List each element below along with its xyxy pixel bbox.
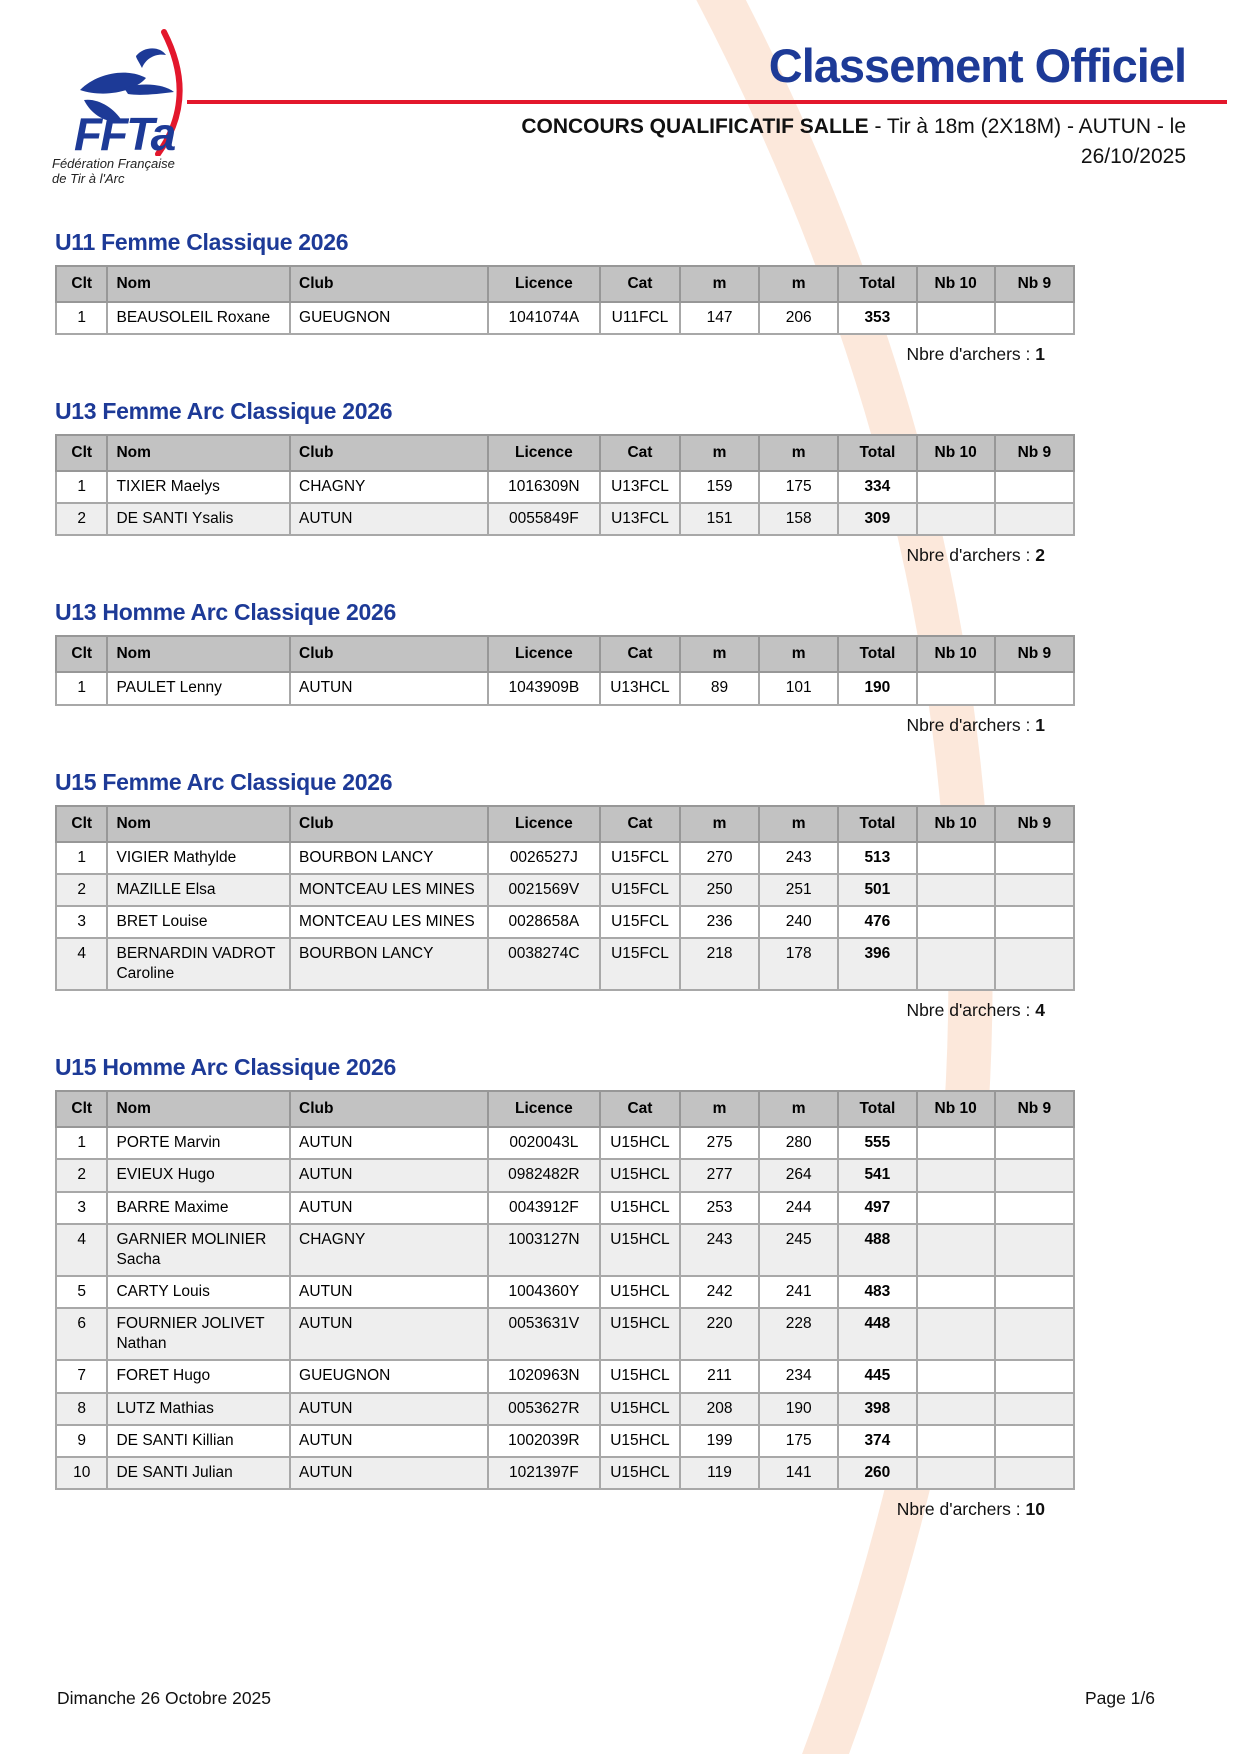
column-header: m [759, 806, 838, 842]
cell: 0021569V [488, 874, 600, 906]
cell [917, 1276, 995, 1308]
cell: 141 [759, 1457, 838, 1489]
column-header: Total [838, 1091, 916, 1127]
cell: AUTUN [290, 1425, 488, 1457]
cell: 242 [680, 1276, 759, 1308]
cell: DE SANTI Killian [107, 1425, 290, 1457]
cell: U15HCL [600, 1159, 680, 1191]
cell: 445 [838, 1360, 916, 1392]
cell: 448 [838, 1308, 916, 1360]
cell: U11FCL [600, 302, 680, 334]
cell: 1 [56, 471, 107, 503]
column-header: m [680, 1091, 759, 1127]
results-table [55, 805, 1075, 992]
column-header: Cat [600, 806, 680, 842]
table-row [56, 1192, 1074, 1224]
section-title: U15 Femme Arc Classique 2026 [55, 768, 393, 795]
archer-count-value: 1 [1035, 714, 1045, 735]
cell: U13FCL [600, 503, 680, 535]
cell: 0053627R [488, 1393, 600, 1425]
cell [995, 1360, 1074, 1392]
column-header: Total [838, 435, 916, 471]
cell [995, 938, 1074, 990]
cell: 1 [56, 842, 107, 874]
column-header: Nb 9 [995, 636, 1074, 672]
section-u15-femme [55, 769, 1075, 1022]
cell: CARTY Louis [107, 1276, 290, 1308]
cell [917, 1159, 995, 1191]
cell: PORTE Marvin [107, 1127, 290, 1159]
cell: U13FCL [600, 471, 680, 503]
cell [917, 302, 995, 334]
footer-page-number: Page 1/6 [1084, 1688, 1155, 1708]
cell: 253 [680, 1192, 759, 1224]
cell: 1 [56, 672, 107, 704]
table-row [56, 672, 1074, 704]
cell [917, 471, 995, 503]
cell: 101 [759, 672, 838, 704]
cell: 7 [56, 1360, 107, 1392]
cell: 1041074A [488, 302, 600, 334]
cell: 240 [759, 906, 838, 938]
ffta-logo [52, 28, 212, 187]
column-header: Nb 9 [995, 806, 1074, 842]
column-header: Cat [600, 435, 680, 471]
table-row [56, 1276, 1074, 1308]
cell: 218 [680, 938, 759, 990]
table-row [56, 1127, 1074, 1159]
cell [917, 1224, 995, 1276]
column-header: Nb 9 [995, 435, 1074, 471]
table-row [56, 1425, 1074, 1457]
svg-text:FFTa: FFTa [74, 108, 175, 156]
cell: 476 [838, 906, 916, 938]
cell: 513 [838, 842, 916, 874]
cell: 244 [759, 1192, 838, 1224]
cell: 1021397F [488, 1457, 600, 1489]
cell [995, 1393, 1074, 1425]
cell: 3 [56, 906, 107, 938]
cell: U15HCL [600, 1308, 680, 1360]
column-header: Nb 10 [917, 435, 995, 471]
cell: 0038274C [488, 938, 600, 990]
cell: EVIEUX Hugo [107, 1159, 290, 1191]
cell: AUTUN [290, 1393, 488, 1425]
column-header: Nb 9 [995, 266, 1074, 302]
column-header: Clt [56, 636, 107, 672]
cell [917, 906, 995, 938]
cell: U15HCL [600, 1393, 680, 1425]
table-row [56, 1393, 1074, 1425]
event-details: - Tir à 18m (2X18M) - AUTUN - le [868, 115, 1186, 138]
archer-count-label: Nbre d'archers : [896, 1498, 1021, 1519]
column-header: Cat [600, 266, 680, 302]
cell: 0028658A [488, 906, 600, 938]
cell: 488 [838, 1224, 916, 1276]
cell: U15HCL [600, 1457, 680, 1489]
table-row [56, 874, 1074, 906]
cell: 158 [759, 503, 838, 535]
cell: CHAGNY [290, 1224, 488, 1276]
cell: 175 [759, 471, 838, 503]
column-header: Total [838, 806, 916, 842]
cell [917, 1192, 995, 1224]
event-name: CONCOURS QUALIFICATIF SALLE [521, 115, 869, 138]
cell [995, 1159, 1074, 1191]
section-title: U13 Homme Arc Classique 2026 [55, 599, 397, 626]
cell [995, 906, 1074, 938]
column-header: Total [838, 266, 916, 302]
cell: 541 [838, 1159, 916, 1191]
cell: AUTUN [290, 1308, 488, 1360]
cell: 178 [759, 938, 838, 990]
cell: 0026527J [488, 842, 600, 874]
cell: AUTUN [290, 1127, 488, 1159]
cell: U13HCL [600, 672, 680, 704]
cell [917, 1425, 995, 1457]
cell: 309 [838, 503, 916, 535]
cell: 243 [759, 842, 838, 874]
event-subtitle [426, 112, 1186, 173]
cell [995, 1457, 1074, 1489]
section-u13-femme [55, 398, 1075, 566]
cell [917, 503, 995, 535]
cell: 10 [56, 1457, 107, 1489]
archer-count-label: Nbre d'archers : [906, 714, 1031, 735]
cell [995, 1224, 1074, 1276]
cell [917, 1360, 995, 1392]
column-header: m [759, 266, 838, 302]
cell: 8 [56, 1393, 107, 1425]
column-header: Licence [488, 806, 600, 842]
cell: 2 [56, 874, 107, 906]
table-row [56, 1457, 1074, 1489]
column-header: Club [290, 636, 488, 672]
cell: U15HCL [600, 1127, 680, 1159]
cell [995, 842, 1074, 874]
cell: FOURNIER JOLIVET Nathan [107, 1308, 290, 1360]
cell: 555 [838, 1127, 916, 1159]
column-header: Licence [488, 636, 600, 672]
column-header: m [680, 266, 759, 302]
cell: TIXIER Maelys [107, 471, 290, 503]
results-content [0, 229, 1075, 1520]
column-header: Licence [488, 1091, 600, 1127]
cell: 9 [56, 1425, 107, 1457]
column-header: m [680, 806, 759, 842]
cell: 1 [56, 1127, 107, 1159]
cell: FORET Hugo [107, 1360, 290, 1392]
logo-org-name [52, 157, 212, 187]
cell [995, 1276, 1074, 1308]
column-header: Total [838, 636, 916, 672]
cell: VIGIER Mathylde [107, 842, 290, 874]
column-header: Nom [107, 435, 290, 471]
cell: 1020963N [488, 1360, 600, 1392]
cell: AUTUN [290, 672, 488, 704]
section-u15-homme [55, 1054, 1075, 1520]
results-table [55, 265, 1075, 335]
column-header: Clt [56, 266, 107, 302]
table-row [56, 1308, 1074, 1360]
column-header: Nom [107, 266, 290, 302]
cell: 497 [838, 1192, 916, 1224]
cell: 4 [56, 1224, 107, 1276]
column-header: Licence [488, 435, 600, 471]
cell: 275 [680, 1127, 759, 1159]
column-header: Nb 10 [917, 266, 995, 302]
cell: AUTUN [290, 1192, 488, 1224]
cell: 396 [838, 938, 916, 990]
column-header: Cat [600, 1091, 680, 1127]
results-table [55, 635, 1075, 705]
cell: U15HCL [600, 1276, 680, 1308]
cell: 1043909B [488, 672, 600, 704]
cell: MAZILLE Elsa [107, 874, 290, 906]
archer-count-line [55, 715, 1045, 736]
column-header: Nb 10 [917, 806, 995, 842]
cell: 3 [56, 1192, 107, 1224]
cell: 220 [680, 1308, 759, 1360]
archer-count-line [55, 1000, 1045, 1021]
cell: U15FCL [600, 842, 680, 874]
column-header: Cat [600, 636, 680, 672]
cell [995, 874, 1074, 906]
column-header: Licence [488, 266, 600, 302]
cell: U15HCL [600, 1192, 680, 1224]
document-title: Classement Officiel [768, 39, 1186, 92]
table-row [56, 842, 1074, 874]
cell: 270 [680, 842, 759, 874]
cell: U15FCL [600, 938, 680, 990]
cell: CHAGNY [290, 471, 488, 503]
page-footer [57, 1688, 1155, 1709]
archer-count-line [55, 545, 1045, 566]
column-header: Clt [56, 435, 107, 471]
table-row [56, 906, 1074, 938]
table-row [56, 1360, 1074, 1392]
column-header: Nom [107, 806, 290, 842]
cell: 374 [838, 1425, 916, 1457]
cell: U15FCL [600, 874, 680, 906]
cell [995, 1425, 1074, 1457]
cell: 0043912F [488, 1192, 600, 1224]
cell: 159 [680, 471, 759, 503]
results-table [55, 1090, 1075, 1490]
cell: BERNARDIN VADROT Caroline [107, 938, 290, 990]
cell: AUTUN [290, 1159, 488, 1191]
cell: 245 [759, 1224, 838, 1276]
archer-count-value: 10 [1025, 1498, 1045, 1519]
archer-count-value: 1 [1035, 344, 1045, 365]
cell: GARNIER MOLINIER Sacha [107, 1224, 290, 1276]
cell: 190 [838, 672, 916, 704]
column-header: Nb 10 [917, 636, 995, 672]
cell: 119 [680, 1457, 759, 1489]
cell: DE SANTI Julian [107, 1457, 290, 1489]
table-row [56, 938, 1074, 990]
archer-count-label: Nbre d'archers : [906, 1000, 1031, 1021]
cell: 175 [759, 1425, 838, 1457]
ffta-logo-graphic [52, 28, 212, 156]
cell: U15HCL [600, 1360, 680, 1392]
cell: AUTUN [290, 1276, 488, 1308]
cell: 1 [56, 302, 107, 334]
cell: 228 [759, 1308, 838, 1360]
cell: 2 [56, 1159, 107, 1191]
cell: 236 [680, 906, 759, 938]
cell [917, 842, 995, 874]
cell: 1003127N [488, 1224, 600, 1276]
cell: MONTCEAU LES MINES [290, 906, 488, 938]
cell [917, 1127, 995, 1159]
archer-count-line [55, 1499, 1045, 1520]
cell [995, 503, 1074, 535]
table-row [56, 471, 1074, 503]
cell: 501 [838, 874, 916, 906]
cell: 1002039R [488, 1425, 600, 1457]
cell: 0982482R [488, 1159, 600, 1191]
cell: 334 [838, 471, 916, 503]
cell [917, 1393, 995, 1425]
column-header: m [680, 636, 759, 672]
cell: AUTUN [290, 1457, 488, 1489]
cell: U15FCL [600, 906, 680, 938]
cell: DE SANTI Ysalis [107, 503, 290, 535]
cell: 398 [838, 1393, 916, 1425]
section-title: U15 Homme Arc Classique 2026 [55, 1054, 397, 1081]
cell: 241 [759, 1276, 838, 1308]
cell [917, 938, 995, 990]
cell: 277 [680, 1159, 759, 1191]
archer-count-label: Nbre d'archers : [906, 545, 1031, 566]
cell: PAULET Lenny [107, 672, 290, 704]
archer-count-line [55, 344, 1045, 365]
cell: 208 [680, 1393, 759, 1425]
cell: 147 [680, 302, 759, 334]
section-u13-homme [55, 599, 1075, 735]
cell: 4 [56, 938, 107, 990]
cell: 6 [56, 1308, 107, 1360]
cell: GUEUGNON [290, 1360, 488, 1392]
cell: BRET Louise [107, 906, 290, 938]
column-header: Club [290, 1091, 488, 1127]
cell [995, 672, 1074, 704]
cell: 353 [838, 302, 916, 334]
cell: 250 [680, 874, 759, 906]
column-header: m [759, 636, 838, 672]
cell: 483 [838, 1276, 916, 1308]
footer-date: Dimanche 26 Octobre 2025 [57, 1688, 272, 1708]
cell [995, 1308, 1074, 1360]
cell: BEAUSOLEIL Roxane [107, 302, 290, 334]
logo-org-line1: Fédération Française [52, 156, 175, 171]
cell: 0020043L [488, 1127, 600, 1159]
cell: 264 [759, 1159, 838, 1191]
page-header [0, 0, 1241, 196]
cell [917, 672, 995, 704]
cell: 251 [759, 874, 838, 906]
cell [995, 1192, 1074, 1224]
column-header: Club [290, 806, 488, 842]
cell [917, 874, 995, 906]
cell: MONTCEAU LES MINES [290, 874, 488, 906]
cell: 5 [56, 1276, 107, 1308]
archer-count-value: 2 [1035, 545, 1045, 566]
cell [995, 1127, 1074, 1159]
section-title: U13 Femme Arc Classique 2026 [55, 398, 393, 425]
table-row [56, 1159, 1074, 1191]
cell: BOURBON LANCY [290, 842, 488, 874]
cell: 89 [680, 672, 759, 704]
column-header: Nom [107, 636, 290, 672]
column-header: Club [290, 266, 488, 302]
cell: AUTUN [290, 503, 488, 535]
header-divider-rule [187, 100, 1227, 104]
column-header: m [759, 1091, 838, 1127]
column-header: Clt [56, 1091, 107, 1127]
cell: LUTZ Mathias [107, 1393, 290, 1425]
cell: 190 [759, 1393, 838, 1425]
cell: 2 [56, 503, 107, 535]
cell: 234 [759, 1360, 838, 1392]
cell: 211 [680, 1360, 759, 1392]
cell: 199 [680, 1425, 759, 1457]
column-header: Nb 9 [995, 1091, 1074, 1127]
cell: 0053631V [488, 1308, 600, 1360]
cell: BOURBON LANCY [290, 938, 488, 990]
column-header: Nom [107, 1091, 290, 1127]
column-header: Clt [56, 806, 107, 842]
cell: 1016309N [488, 471, 600, 503]
cell [917, 1308, 995, 1360]
archer-count-value: 4 [1035, 1000, 1045, 1021]
cell: 260 [838, 1457, 916, 1489]
cell [917, 1457, 995, 1489]
cell [995, 471, 1074, 503]
column-header: Club [290, 435, 488, 471]
table-row [56, 302, 1074, 334]
column-header: Nb 10 [917, 1091, 995, 1127]
event-date: 26/10/2025 [1080, 145, 1186, 169]
results-table [55, 434, 1075, 536]
logo-org-line2: de Tir à l'Arc [52, 170, 125, 186]
cell: 280 [759, 1127, 838, 1159]
cell: BARRE Maxime [107, 1192, 290, 1224]
archer-count-label: Nbre d'archers : [906, 344, 1031, 365]
column-header: m [680, 435, 759, 471]
cell: U15HCL [600, 1425, 680, 1457]
cell: 206 [759, 302, 838, 334]
column-header: m [759, 435, 838, 471]
cell: 0055849F [488, 503, 600, 535]
section-title: U11 Femme Classique 2026 [55, 229, 349, 255]
table-row [56, 1224, 1074, 1276]
cell: 243 [680, 1224, 759, 1276]
cell: 1004360Y [488, 1276, 600, 1308]
cell: U15HCL [600, 1224, 680, 1276]
cell: GUEUGNON [290, 302, 488, 334]
table-row [56, 503, 1074, 535]
cell [995, 302, 1074, 334]
section-u11-femme [55, 229, 1075, 365]
cell: 151 [680, 503, 759, 535]
